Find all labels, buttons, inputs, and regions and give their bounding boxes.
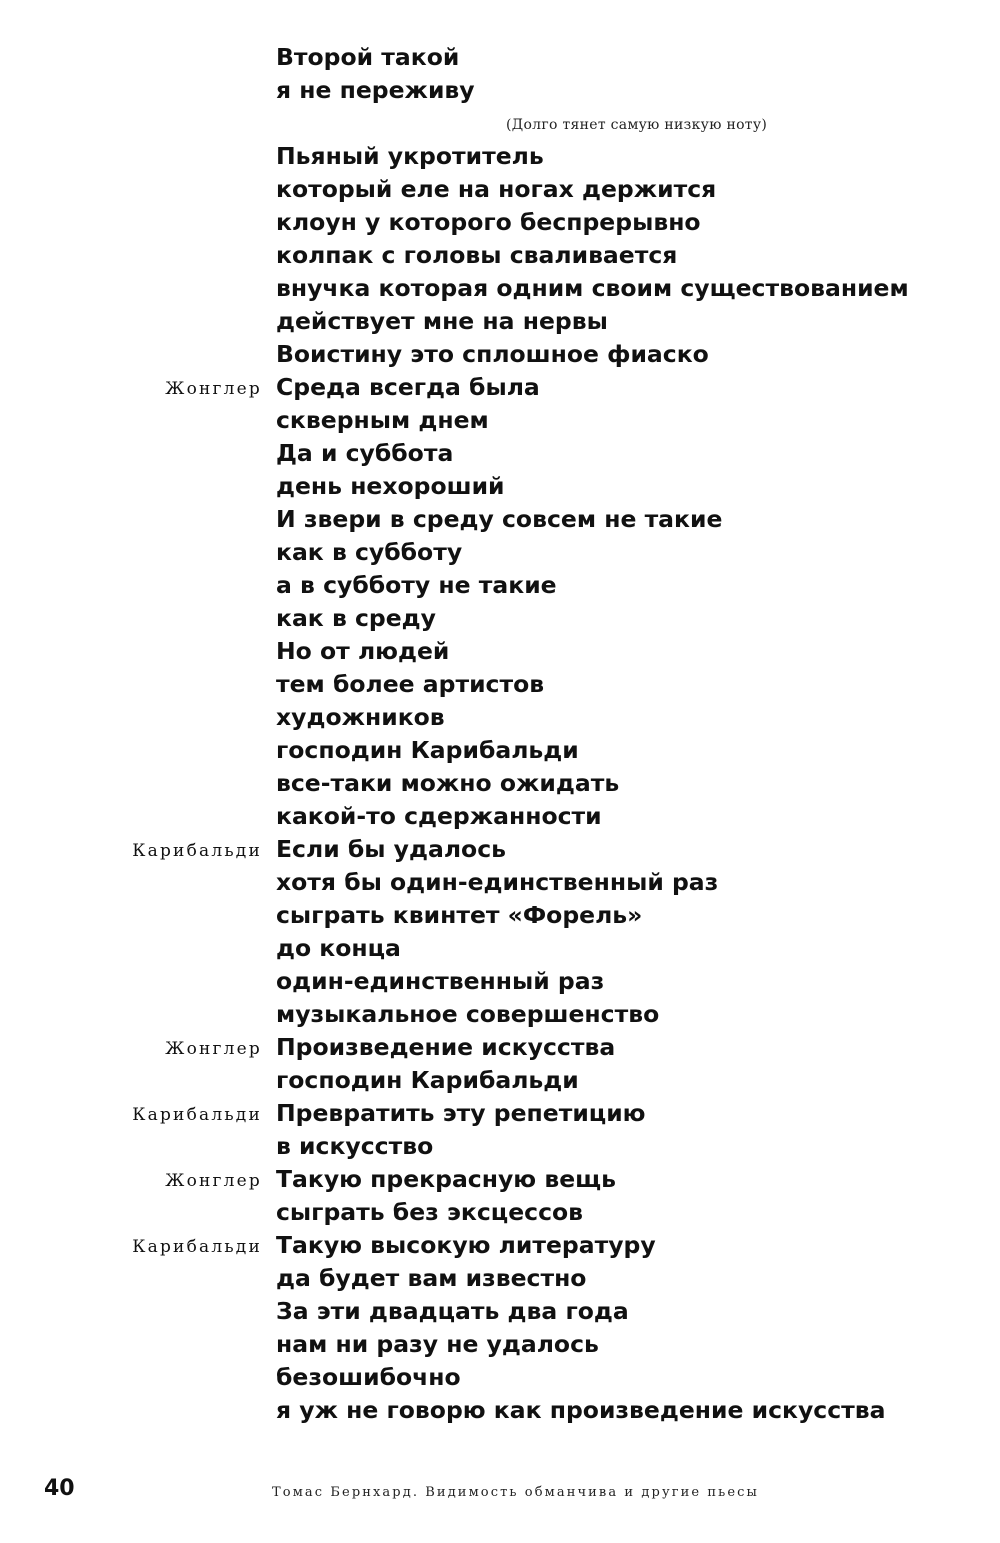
verse-text: колпак с головы сваливается [276, 241, 678, 269]
speaker-name: Жонглер [165, 379, 262, 399]
dialogue-line [0, 800, 1000, 833]
stage-direction: (Долго тянет самую низкую ноту) [506, 117, 768, 133]
page-number: 40 [44, 1476, 75, 1501]
dialogue-line [0, 1361, 1000, 1394]
dialogue-line-with-speaker [0, 1031, 1000, 1064]
verse-text: а в субботу не такие [276, 571, 557, 599]
dialogue-line [0, 338, 1000, 371]
dialogue-line [0, 536, 1000, 569]
verse-text: Да и суббота [276, 439, 454, 467]
verse-text: Среда всегда была [276, 373, 540, 401]
verse-text: день нехороший [276, 472, 505, 500]
dialogue-line-with-speaker [0, 371, 1000, 404]
verse-text: тем более артистов [276, 670, 545, 698]
dialogue-line [0, 899, 1000, 932]
dialogue-line [0, 1196, 1000, 1229]
verse-text: какой-то сдержанности [276, 802, 602, 830]
speaker-name: Карибальди [132, 1105, 262, 1125]
dialogue-line [0, 272, 1000, 305]
dialogue-line [0, 206, 1000, 239]
dialogue-line [0, 569, 1000, 602]
verse-text: все-таки можно ожидать [276, 769, 620, 797]
dialogue-line [0, 965, 1000, 998]
verse-text: Произведение искусства [276, 1033, 616, 1061]
verse-text: господин Карибальди [276, 1066, 579, 1094]
verse-text: я не переживу [276, 76, 475, 104]
dialogue-line-with-speaker [0, 1163, 1000, 1196]
verse-text: Такую прекрасную вещь [276, 1165, 616, 1193]
verse-text: сыграть без эксцессов [276, 1198, 584, 1226]
dialogue-line [0, 866, 1000, 899]
verse-text: скверным днем [276, 406, 489, 434]
dialogue-line [0, 998, 1000, 1031]
dialogue-line [0, 1130, 1000, 1163]
speaker-name: Карибальди [132, 841, 262, 861]
dialogue-line [0, 1328, 1000, 1361]
verse-text: Такую высокую литературу [276, 1231, 656, 1259]
verse-text: господин Карибальди [276, 736, 579, 764]
verse-text: который еле на ногах держится [276, 175, 717, 203]
dialogue-line [0, 1394, 1000, 1427]
dialogue-line [0, 767, 1000, 800]
verse-text: безошибочно [276, 1363, 461, 1391]
play-text [0, 41, 1000, 1427]
verse-text: И звери в среду совсем не такие [276, 505, 723, 533]
verse-text: как в среду [276, 604, 436, 632]
verse-text: один-единственный раз [276, 967, 605, 995]
dialogue-line [0, 602, 1000, 635]
dialogue-line [0, 74, 1000, 107]
verse-text: Превратить эту репетицию [276, 1099, 646, 1127]
speaker-name: Карибальди [132, 1237, 262, 1257]
verse-text: сыграть квинтет «Форель» [276, 901, 643, 929]
dialogue-line [0, 503, 1000, 536]
verse-text: музыкальное совершенство [276, 1000, 660, 1028]
verse-text: хотя бы один-единственный раз [276, 868, 719, 896]
verse-text: я уж не говорю как произведение искусства [276, 1396, 886, 1424]
verse-text: да будет вам известно [276, 1264, 587, 1292]
verse-text: клоун у которого беспрерывно [276, 208, 701, 236]
dialogue-line-with-speaker [0, 833, 1000, 866]
dialogue-line-with-speaker [0, 1097, 1000, 1130]
dialogue-line-with-speaker [0, 1229, 1000, 1262]
dialogue-line [0, 1262, 1000, 1295]
verse-text: до конца [276, 934, 401, 962]
verse-text: Если бы удалось [276, 835, 506, 863]
verse-text: нам ни разу не удалось [276, 1330, 599, 1358]
dialogue-line [0, 41, 1000, 74]
dialogue-line [0, 668, 1000, 701]
speaker-name: Жонглер [165, 1171, 262, 1191]
dialogue-line [0, 140, 1000, 173]
running-footer-title: Томас Бернхард. Видимость обманчива и другие пьесы [272, 1485, 759, 1500]
dialogue-line [0, 734, 1000, 767]
dialogue-line [0, 701, 1000, 734]
verse-text: Воистину это сплошное фиаско [276, 340, 709, 368]
dialogue-line [0, 1295, 1000, 1328]
dialogue-line [0, 437, 1000, 470]
verse-text: Но от людей [276, 637, 450, 665]
verse-text: внучка которая одним своим существованием [276, 274, 909, 302]
verse-text: художников [276, 703, 445, 731]
verse-text: Второй такой [276, 43, 460, 71]
dialogue-line [0, 635, 1000, 668]
verse-text: в искусство [276, 1132, 434, 1160]
dialogue-line [0, 932, 1000, 965]
dialogue-line [0, 470, 1000, 503]
verse-text: За эти двадцать два года [276, 1297, 629, 1325]
verse-text: как в субботу [276, 538, 463, 566]
verse-text: действует мне на нервы [276, 307, 608, 335]
dialogue-line [0, 305, 1000, 338]
dialogue-line [0, 239, 1000, 272]
dialogue-line [0, 173, 1000, 206]
dialogue-line [0, 404, 1000, 437]
verse-text: Пьяный укротитель [276, 142, 544, 170]
dialogue-line [0, 1064, 1000, 1097]
speaker-name: Жонглер [165, 1039, 262, 1059]
dialogue-line [0, 107, 1000, 140]
